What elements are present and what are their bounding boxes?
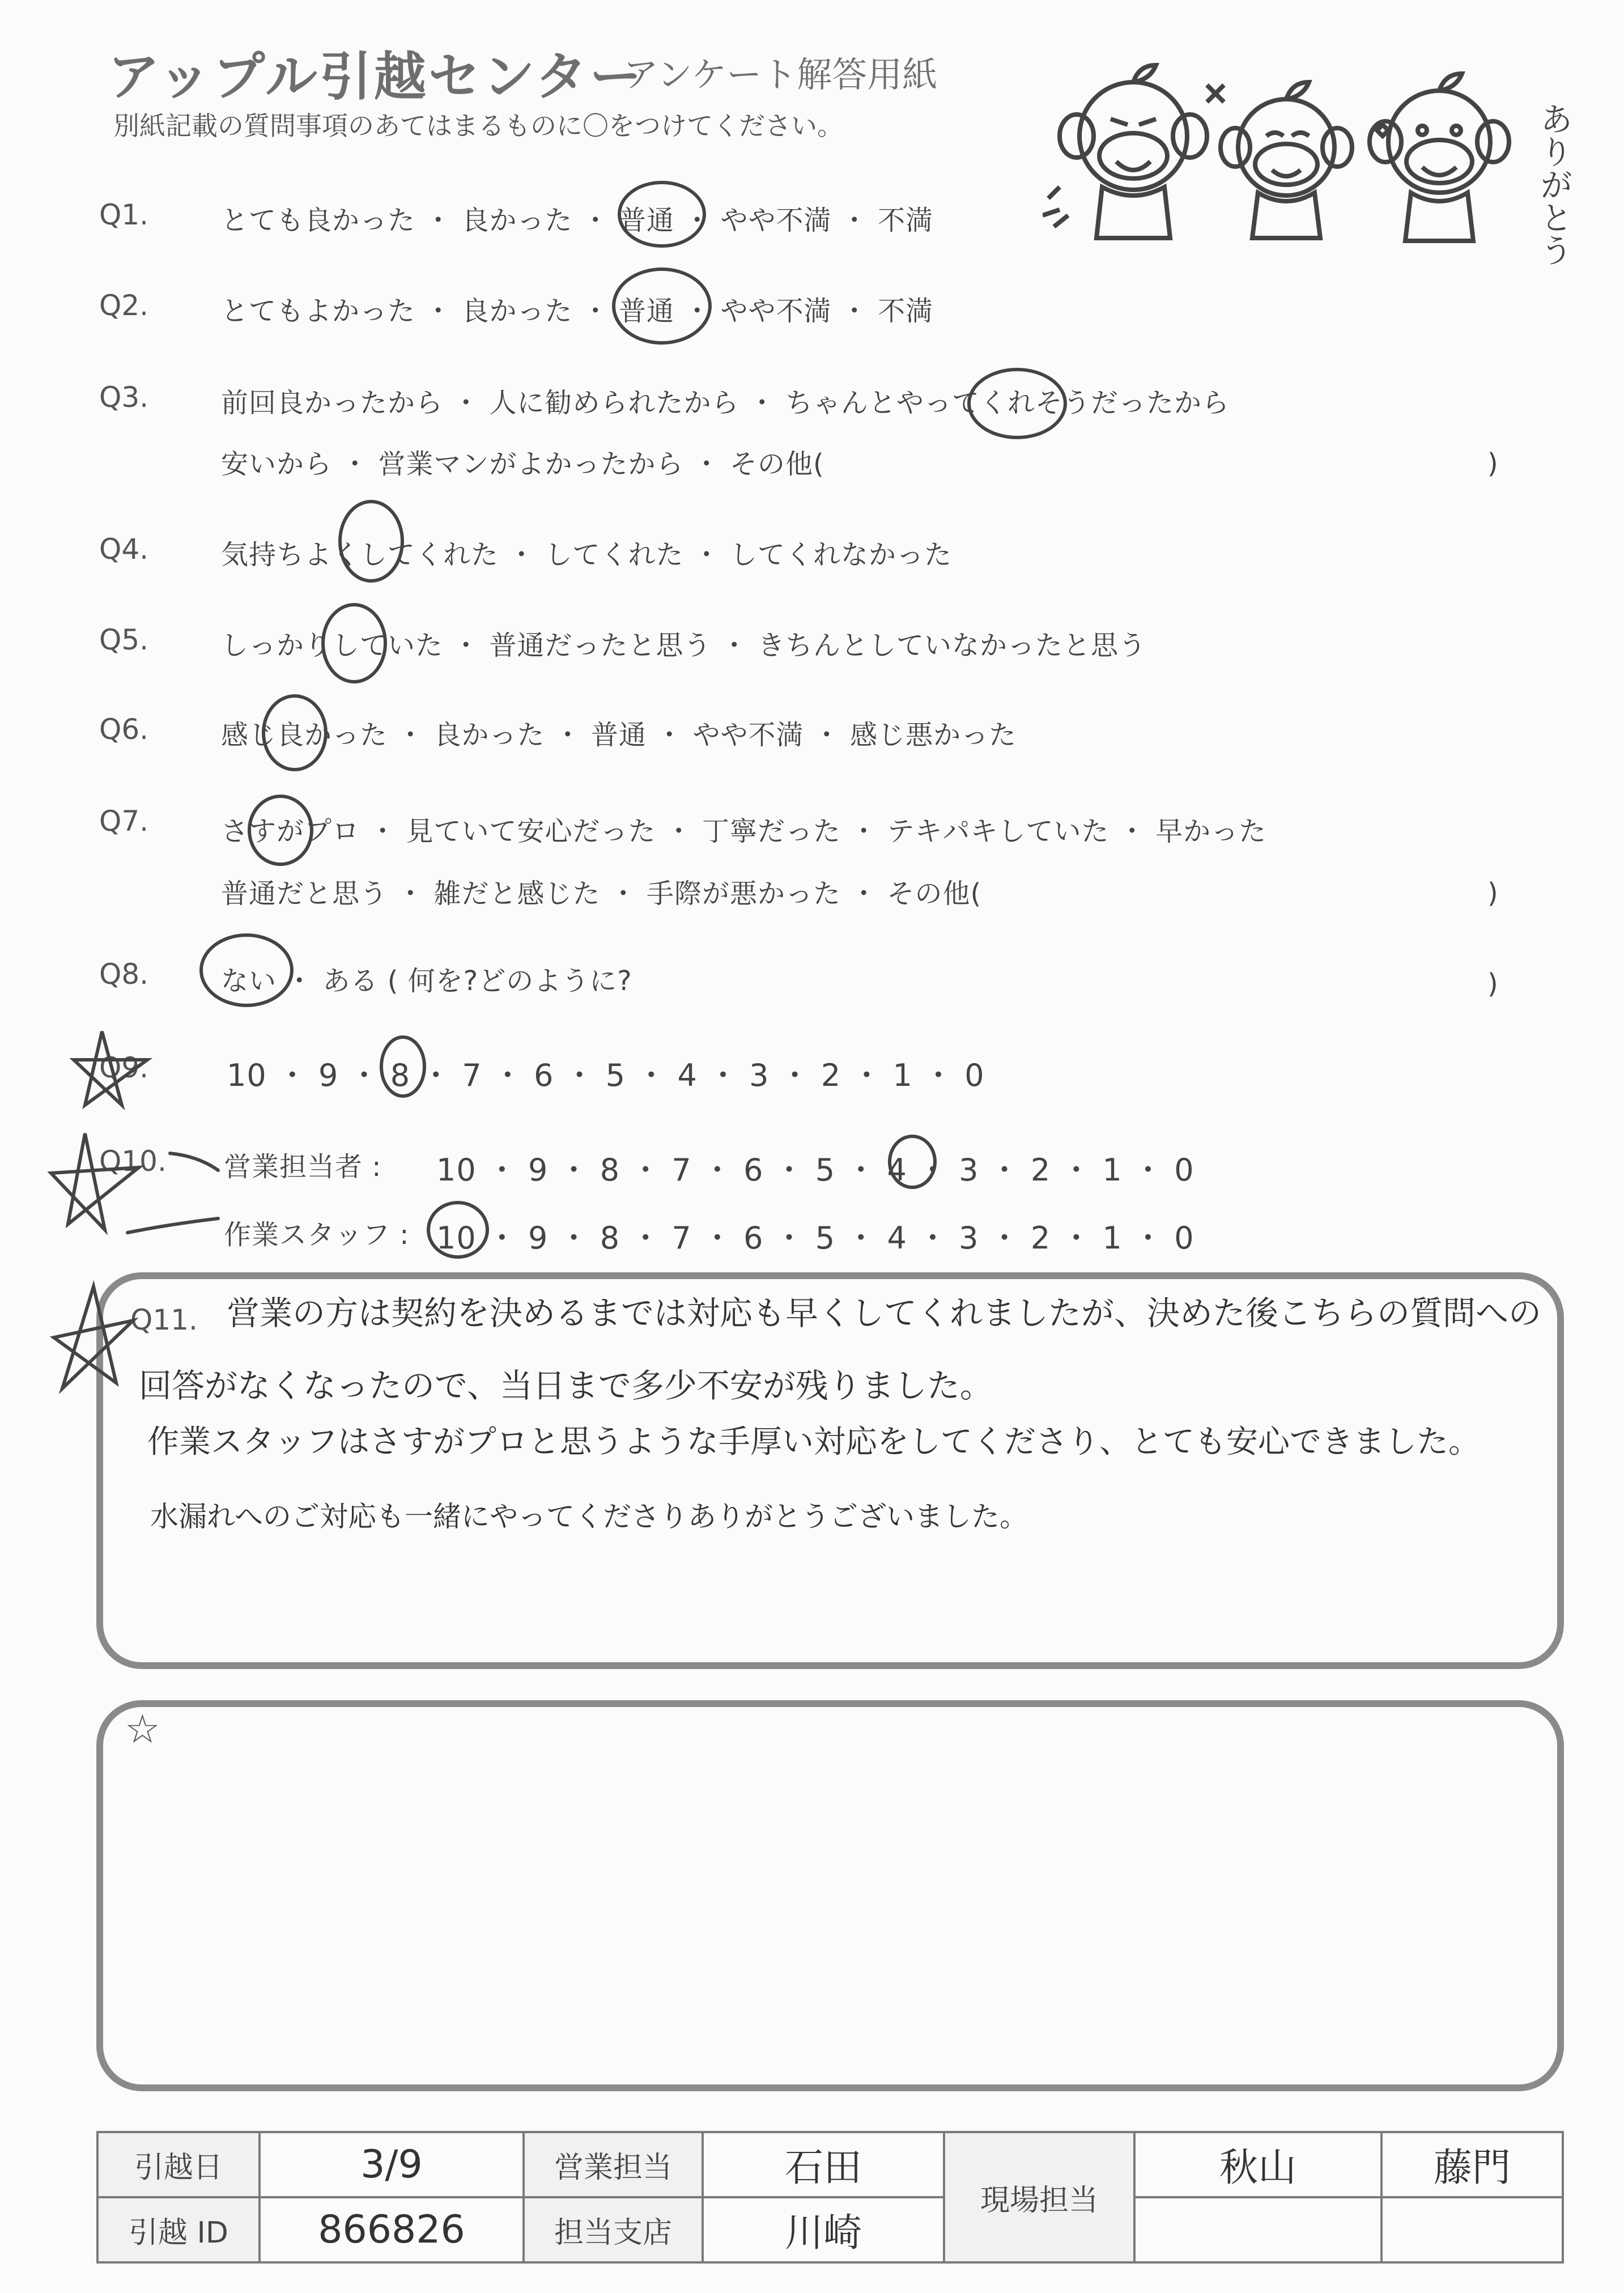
- site-rep-empty-cell-1: [1134, 2197, 1381, 2262]
- q2-answer-circle: [614, 269, 710, 343]
- q10-sales-answer-circle: [890, 1136, 935, 1187]
- site-rep-empty-cell-2: [1381, 2197, 1563, 2262]
- q1-options: とても良かった ・ 良かった ・ 普通 ・ やや不満 ・ 不満: [221, 205, 934, 236]
- page-title: アップル引越センター: [108, 46, 644, 107]
- instruction-text: 別紙記載の質問事項のあてはまるものに〇をつけてください。: [113, 111, 843, 141]
- q5-label: Q5.: [99, 623, 149, 656]
- q11-comment-line-3: 作業スタッフはさすがプロと思うような手厚い対応をしてくださり、とても安心できました。: [147, 1424, 1480, 1460]
- q10-staff-label: 作業スタッフ :: [224, 1219, 410, 1251]
- q8-label: Q8.: [99, 958, 149, 991]
- q7-options-line1: さすがプロ ・ 見ていて安心だった ・ 丁寧だった ・ テキパキしていた ・ 早かった: [221, 816, 1267, 847]
- q3-options-line1: 前回良かったから ・ 人に勧められたから ・ ちゃんとやってくれそうだったから: [221, 387, 1230, 419]
- q11-comment-line-4: 水漏れへのご対応も一緒にやってくださりありがとうございました。: [150, 1500, 1028, 1533]
- q1-label: Q1.: [99, 198, 149, 231]
- q10-connector-line-1: [170, 1153, 218, 1170]
- q10-staff-options: 10 ・ 9 ・ 8 ・ 7 ・ 6 ・ 5 ・ 4 ・ 3 ・ 2 ・ 1 ・ 0: [436, 1220, 1194, 1256]
- site-rep-value-1: 秋山: [1134, 2132, 1381, 2197]
- q1-answer-circle: [619, 182, 704, 246]
- q7-close-paren: ): [1487, 877, 1499, 909]
- q7-answer-circle: [249, 796, 312, 864]
- q10-star-mark-icon: [51, 1133, 139, 1230]
- star-mark-icon: ☆: [125, 1706, 160, 1752]
- q3-close-paren: ): [1487, 448, 1499, 479]
- q8-answer-circle: [201, 935, 292, 1005]
- move-date-value: 3/9: [260, 2132, 524, 2197]
- q5-answer-circle: [323, 605, 385, 682]
- site-rep-value-2: 藤門: [1381, 2132, 1563, 2197]
- q8-options: ない ・ ある ( 何を?どのように?: [221, 965, 632, 997]
- q10-sales-options: 10 ・ 9 ・ 8 ・ 7 ・ 6 ・ 5 ・ 4 ・ 3 ・ 2 ・ 1 ・ 0: [436, 1152, 1194, 1188]
- page-subtitle: アンケート解答用紙: [623, 54, 938, 95]
- q6-answer-circle: [263, 696, 326, 770]
- q11-star-mark-icon: [54, 1286, 133, 1388]
- sales-rep-value: 石田: [703, 2132, 944, 2197]
- q10-sales-label: 営業担当者 :: [224, 1151, 382, 1183]
- q2-options: とてもよかった ・ 良かった ・ 普通 ・ やや不満 ・ 不満: [221, 295, 934, 327]
- q7-options-line2: 普通だと思う ・ 雑だと感じた ・ 手際が悪かった ・ その他(: [221, 878, 982, 910]
- mascot-thanks-text: ありがとう: [1534, 102, 1573, 266]
- q7-label: Q7.: [99, 805, 149, 838]
- q3-answer-circle: [969, 370, 1065, 438]
- sales-rep-label: 営業担当: [524, 2132, 703, 2197]
- branch-value: 川崎: [703, 2197, 944, 2262]
- q4-options: 気持ちよくしてくれた ・ してくれた ・ してくれなかった: [221, 539, 953, 571]
- q10-label: Q10.: [99, 1145, 167, 1178]
- q4-answer-circle: [340, 502, 402, 581]
- q10-connector-line-2: [127, 1218, 218, 1233]
- q6-label: Q6.: [99, 713, 149, 746]
- q10-staff-answer-circle: [428, 1203, 487, 1257]
- q4-label: Q4.: [99, 533, 149, 566]
- q11-label: Q11.: [130, 1303, 198, 1336]
- branch-label: 担当支店: [524, 2197, 703, 2262]
- move-date-label: 引越日: [97, 2132, 260, 2197]
- q9-answer-circle: [381, 1037, 424, 1096]
- move-id-label: 引越 ID: [97, 2197, 260, 2262]
- q11-comment-line-2: 回答がなくなったので、当日まで多少不安が残りました。: [139, 1366, 993, 1405]
- q8-close-paren: ): [1487, 968, 1499, 1000]
- move-id-value: 866826: [260, 2197, 524, 2262]
- q3-label: Q3.: [99, 381, 149, 414]
- q11-comment-line-1: 営業の方は契約を決めるまでは対応も早くしてくれましたが、決めた後こちらの質問への: [227, 1294, 1542, 1332]
- site-rep-label: 現場担当: [944, 2132, 1134, 2262]
- q9-star-mark-icon: [74, 1031, 147, 1105]
- q5-options: しっかりしていた ・ 普通だったと思う ・ きちんとしていなかったと思う: [221, 630, 1147, 661]
- q6-options: 感じ良かった ・ 良かった ・ 普通 ・ やや不満 ・ 感じ悪かった: [221, 719, 1017, 751]
- q2-label: Q2.: [99, 289, 149, 322]
- q3-options-line2: 安いから ・ 営業マンがよかったから ・ その他(: [221, 448, 824, 480]
- info-table: [96, 2131, 1564, 2264]
- q9-options: 10 ・ 9 ・ 8 ・ 7 ・ 6 ・ 5 ・ 4 ・ 3 ・ 2 ・ 1 ・ 0: [227, 1058, 985, 1093]
- q9-label: Q9.: [99, 1051, 149, 1084]
